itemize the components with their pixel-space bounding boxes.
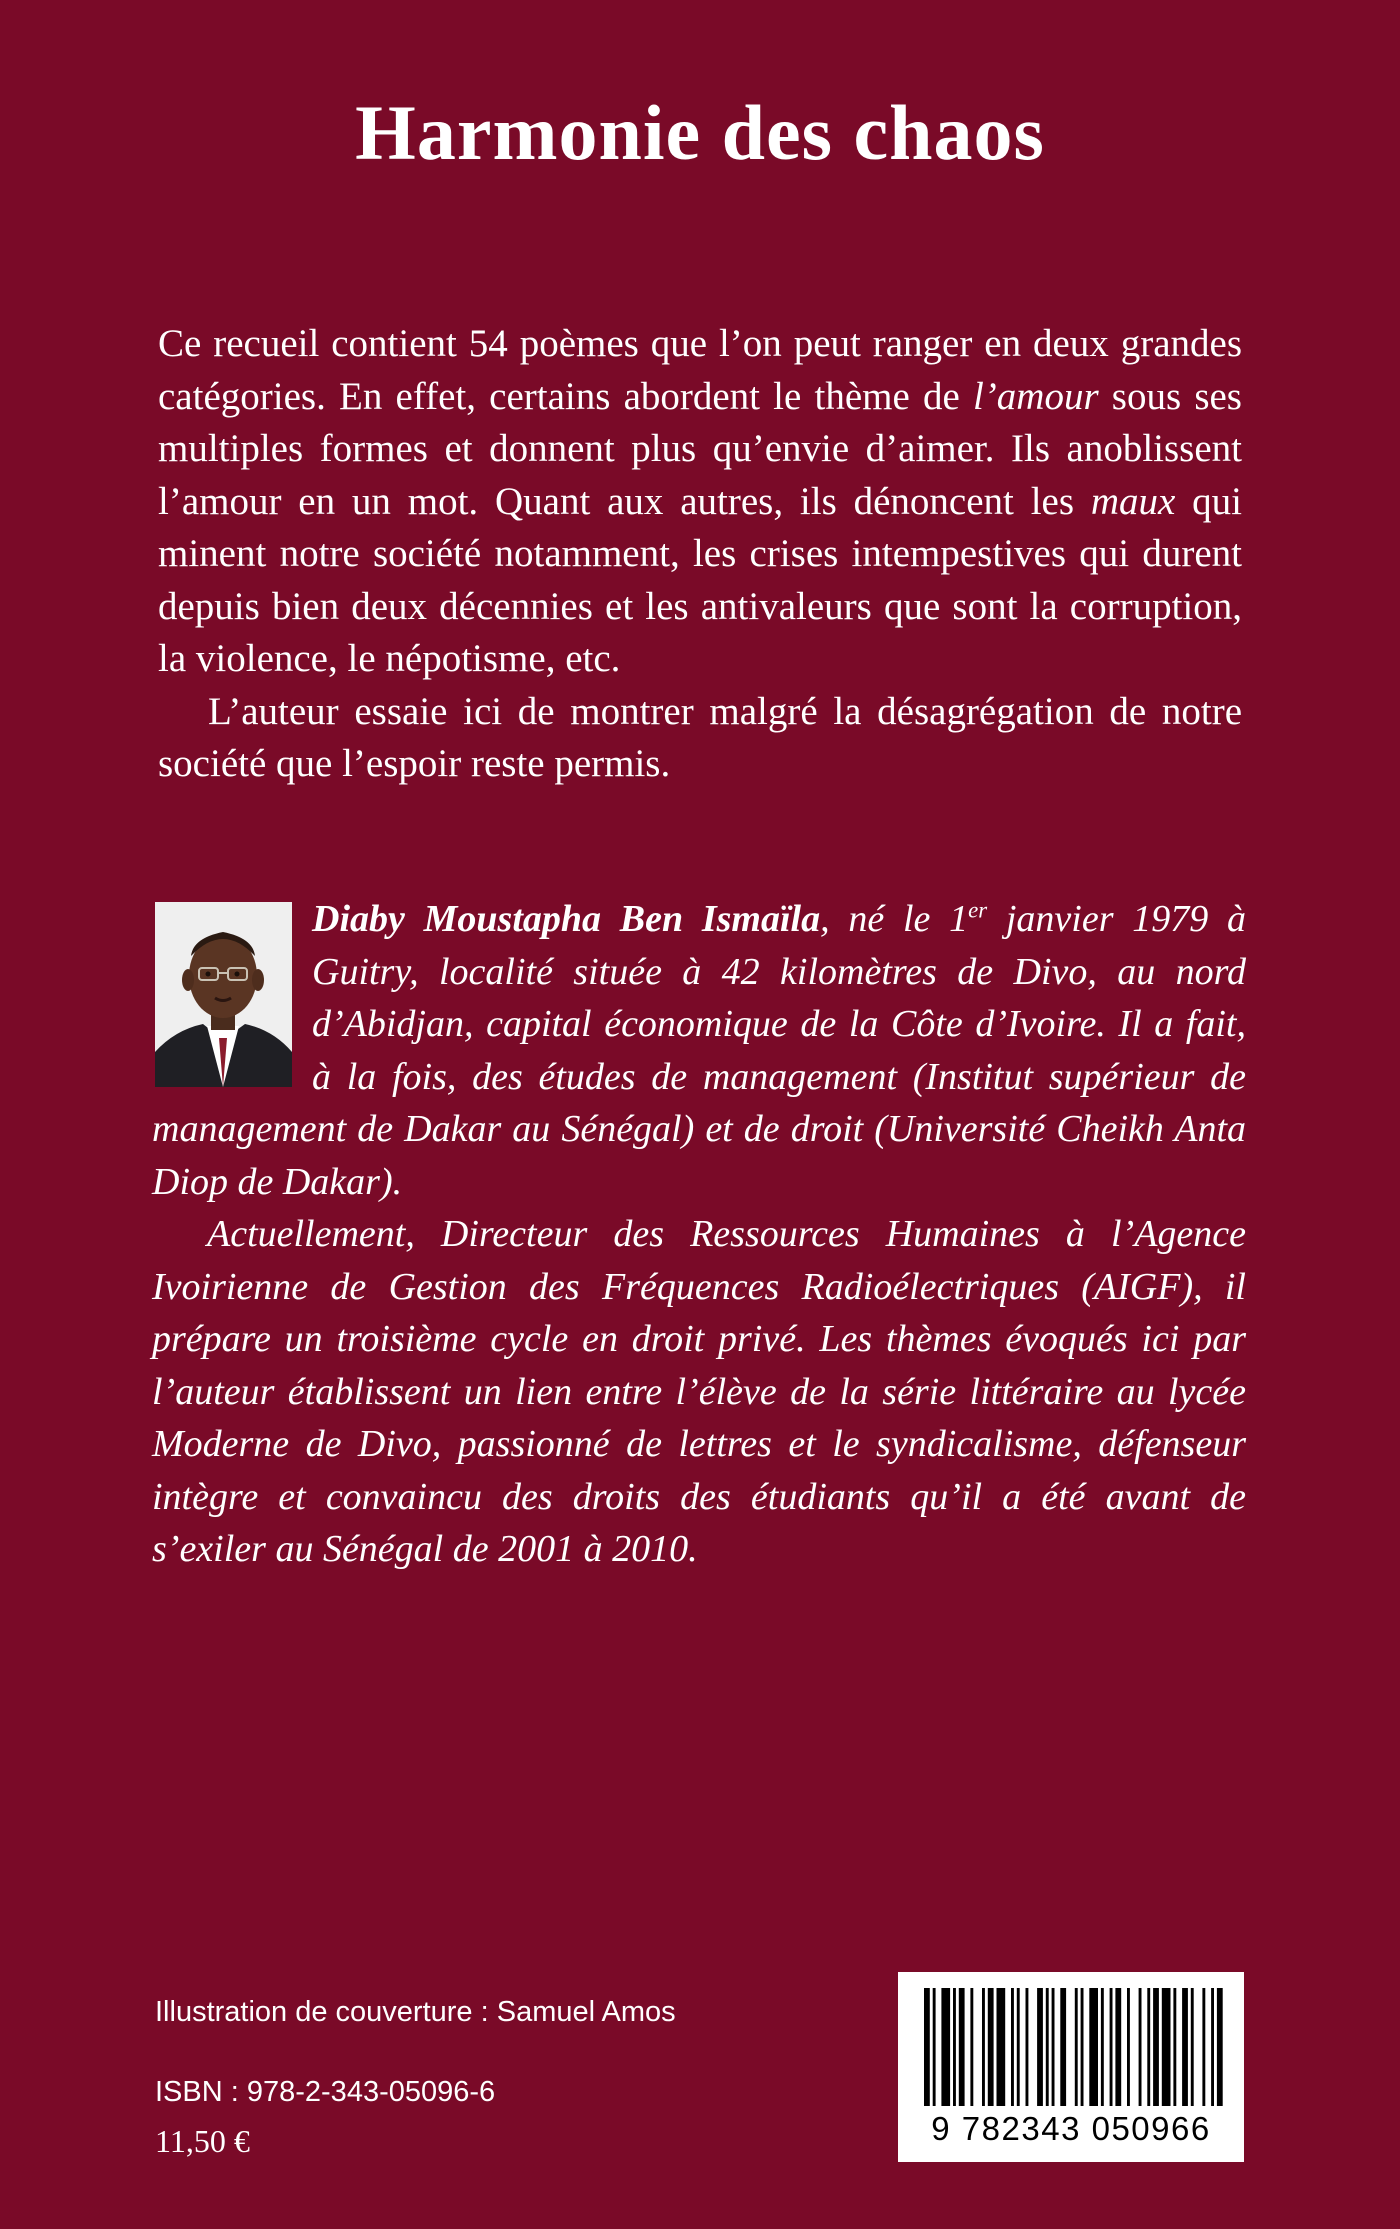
barcode-digits: 9 782343 050966 xyxy=(931,2110,1211,2147)
bio-paragraph-1 xyxy=(152,893,1246,1208)
summary-text: sous ses multiples formes et donnent plus qu’envie d’aimer. Ils anoblissent l’amour en un mot. Quant aux autres, ils dénoncent les xyxy=(158,374,1242,523)
summary-paragraph-2: L’auteur essaie ici de montrer malgré la désagrégation de notre société que l’espoir reste permis. xyxy=(158,689,1242,785)
bio-paragraph-2: Actuellement, Directeur des Ressources Humaines à l’Agence Ivoirienne de Gestion des Fréquences Radioélectriques (AIGF), il prépare un troisième cycle en droit privé. Les thèmes évoqués ici par l’auteur établissent un lien entre l’élève de la série littéraire au lycée Moderne de Divo, passionné de lettres et le syndicalisme, défenseur intègre et convaincu des droits des étudiants qu’il a été avant de s’exiler au Sénégal de 2001 à 2010. xyxy=(152,1213,1246,1570)
bio-text: , né le 1 xyxy=(820,898,969,940)
author-name: Diaby Moustapha Ben Ismaïla xyxy=(312,898,821,940)
book-summary xyxy=(158,318,1242,791)
cover-illustration-credit: Illustration de couverture : Samuel Amos xyxy=(155,1996,676,2028)
summary-emphasis-amour: l’amour xyxy=(972,374,1099,418)
barcode-bars xyxy=(898,1972,1244,2112)
photo-spacer xyxy=(152,893,312,1093)
summary-emphasis-maux: maux xyxy=(1090,479,1176,523)
summary-text: Ce recueil contient 54 poèmes que l’on peut ranger en deux grandes catégories. En effet, certains abordent le thème de xyxy=(158,322,1242,418)
summary-text: qui minent notre société notamment, les crises intempestives qui durent depuis bien deux décennies et les antivaleurs que sont la corruption, la violence, le népotisme, etc. xyxy=(158,479,1242,680)
barcode xyxy=(898,1972,1244,2162)
author-biography xyxy=(152,893,1246,1576)
book-title: Harmonie des chaos xyxy=(355,89,1045,176)
bio-text: janvier 1979 à Guitry, localité située à 42 kilomètres de Divo, au nord d’Abidjan, capital économique de la Côte d’Ivoire. Il a fait, à la fois, des études de management (Institut supérieur de management de Dakar au Sénégal) et de droit (Université Cheikh Anta Diop de Dakar). xyxy=(152,898,1246,1203)
isbn: ISBN : 978-2-343-05096-6 xyxy=(155,2076,496,2108)
bio-superscript: er xyxy=(968,897,988,923)
price: 11,50 € xyxy=(155,2123,250,2159)
summary-paragraph-1 xyxy=(158,318,1242,686)
